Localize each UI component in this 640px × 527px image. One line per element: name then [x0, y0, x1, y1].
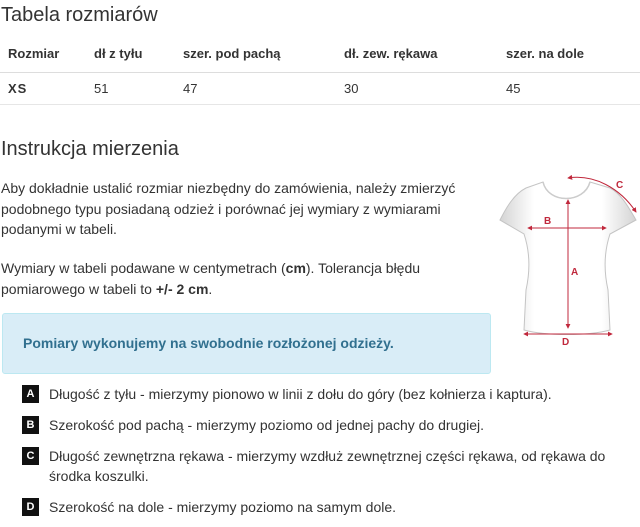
- p2-unit: cm: [285, 260, 306, 276]
- diagram-label-d: D: [562, 337, 570, 348]
- instructions-title: Instrukcja mierzenia: [1, 138, 179, 160]
- diagram-label-c: C: [616, 180, 624, 191]
- header-bottom-width: szer. na dole: [506, 36, 640, 72]
- legend-text-b: Szerokość pod pachą - mierzymy poziomo od jednej pachy do drugiej.: [49, 417, 485, 433]
- size-table-title: Tabela rozmiarów: [1, 4, 158, 26]
- cell-chest-width: 47: [183, 72, 344, 104]
- list-item: [22, 384, 632, 404]
- measurement-legend: [22, 384, 632, 517]
- legend-text-c: Długość zewnętrzna rękawa - mierzymy wzdłuż zewnętrznej części rękawa, od rękawa do środka koszulki.: [49, 448, 606, 484]
- p2-text-after: .: [208, 280, 213, 297]
- size-table: [0, 36, 640, 105]
- list-item: [22, 446, 632, 486]
- list-item: [22, 497, 632, 517]
- header-back-length: dł z tyłu: [94, 36, 183, 72]
- legend-text-d: Szerokość na dole - mierzymy poziomo na samym dole.: [49, 499, 397, 515]
- legend-badge-c: C: [22, 447, 39, 465]
- p2-text-before: Wymiary w tabeli podawane w centymetrach (: [1, 260, 286, 276]
- p2-text-middle: ). Tolerancja błędu pomiarowego w tabeli to: [1, 260, 421, 297]
- cell-size: XS: [0, 72, 94, 104]
- header-size: Rozmiar: [0, 36, 94, 72]
- header-sleeve-length: dł. zew. rękawa: [344, 36, 506, 72]
- header-chest-width: szer. pod pachą: [183, 36, 344, 72]
- tshirt-measurement-diagram: [498, 172, 640, 350]
- cell-sleeve-length: 30: [344, 72, 506, 104]
- legend-badge-a: A: [22, 385, 39, 403]
- legend-badge-b: B: [22, 416, 39, 434]
- table-row: [0, 72, 640, 104]
- list-item: [22, 415, 632, 435]
- legend-text-a: Długość z tyłu - mierzymy pionowo w linii z dołu do góry (bez kołnierza i kaptura).: [49, 386, 552, 402]
- instructions-paragraph-2: [1, 258, 471, 299]
- size-table-header-row: [0, 36, 640, 72]
- diagram-label-b: B: [544, 216, 552, 227]
- measurement-alert: Pomiary wykonujemy na swobodnie rozłożonej odzieży.: [2, 313, 491, 374]
- instructions-paragraph-1: Aby dokładnie ustalić rozmiar niezbędny do zamówienia, należy zmierzyć podobnego typu posiadaną odzież i porównać jej wymiary z wymiarami podanymi w tabeli.: [1, 180, 456, 237]
- legend-badge-d: D: [22, 498, 39, 516]
- cell-bottom-width: 45: [506, 72, 640, 104]
- diagram-label-a: A: [571, 267, 579, 278]
- p2-tolerance: +/- 2 cm: [155, 280, 209, 297]
- cell-back-length: 51: [94, 72, 183, 104]
